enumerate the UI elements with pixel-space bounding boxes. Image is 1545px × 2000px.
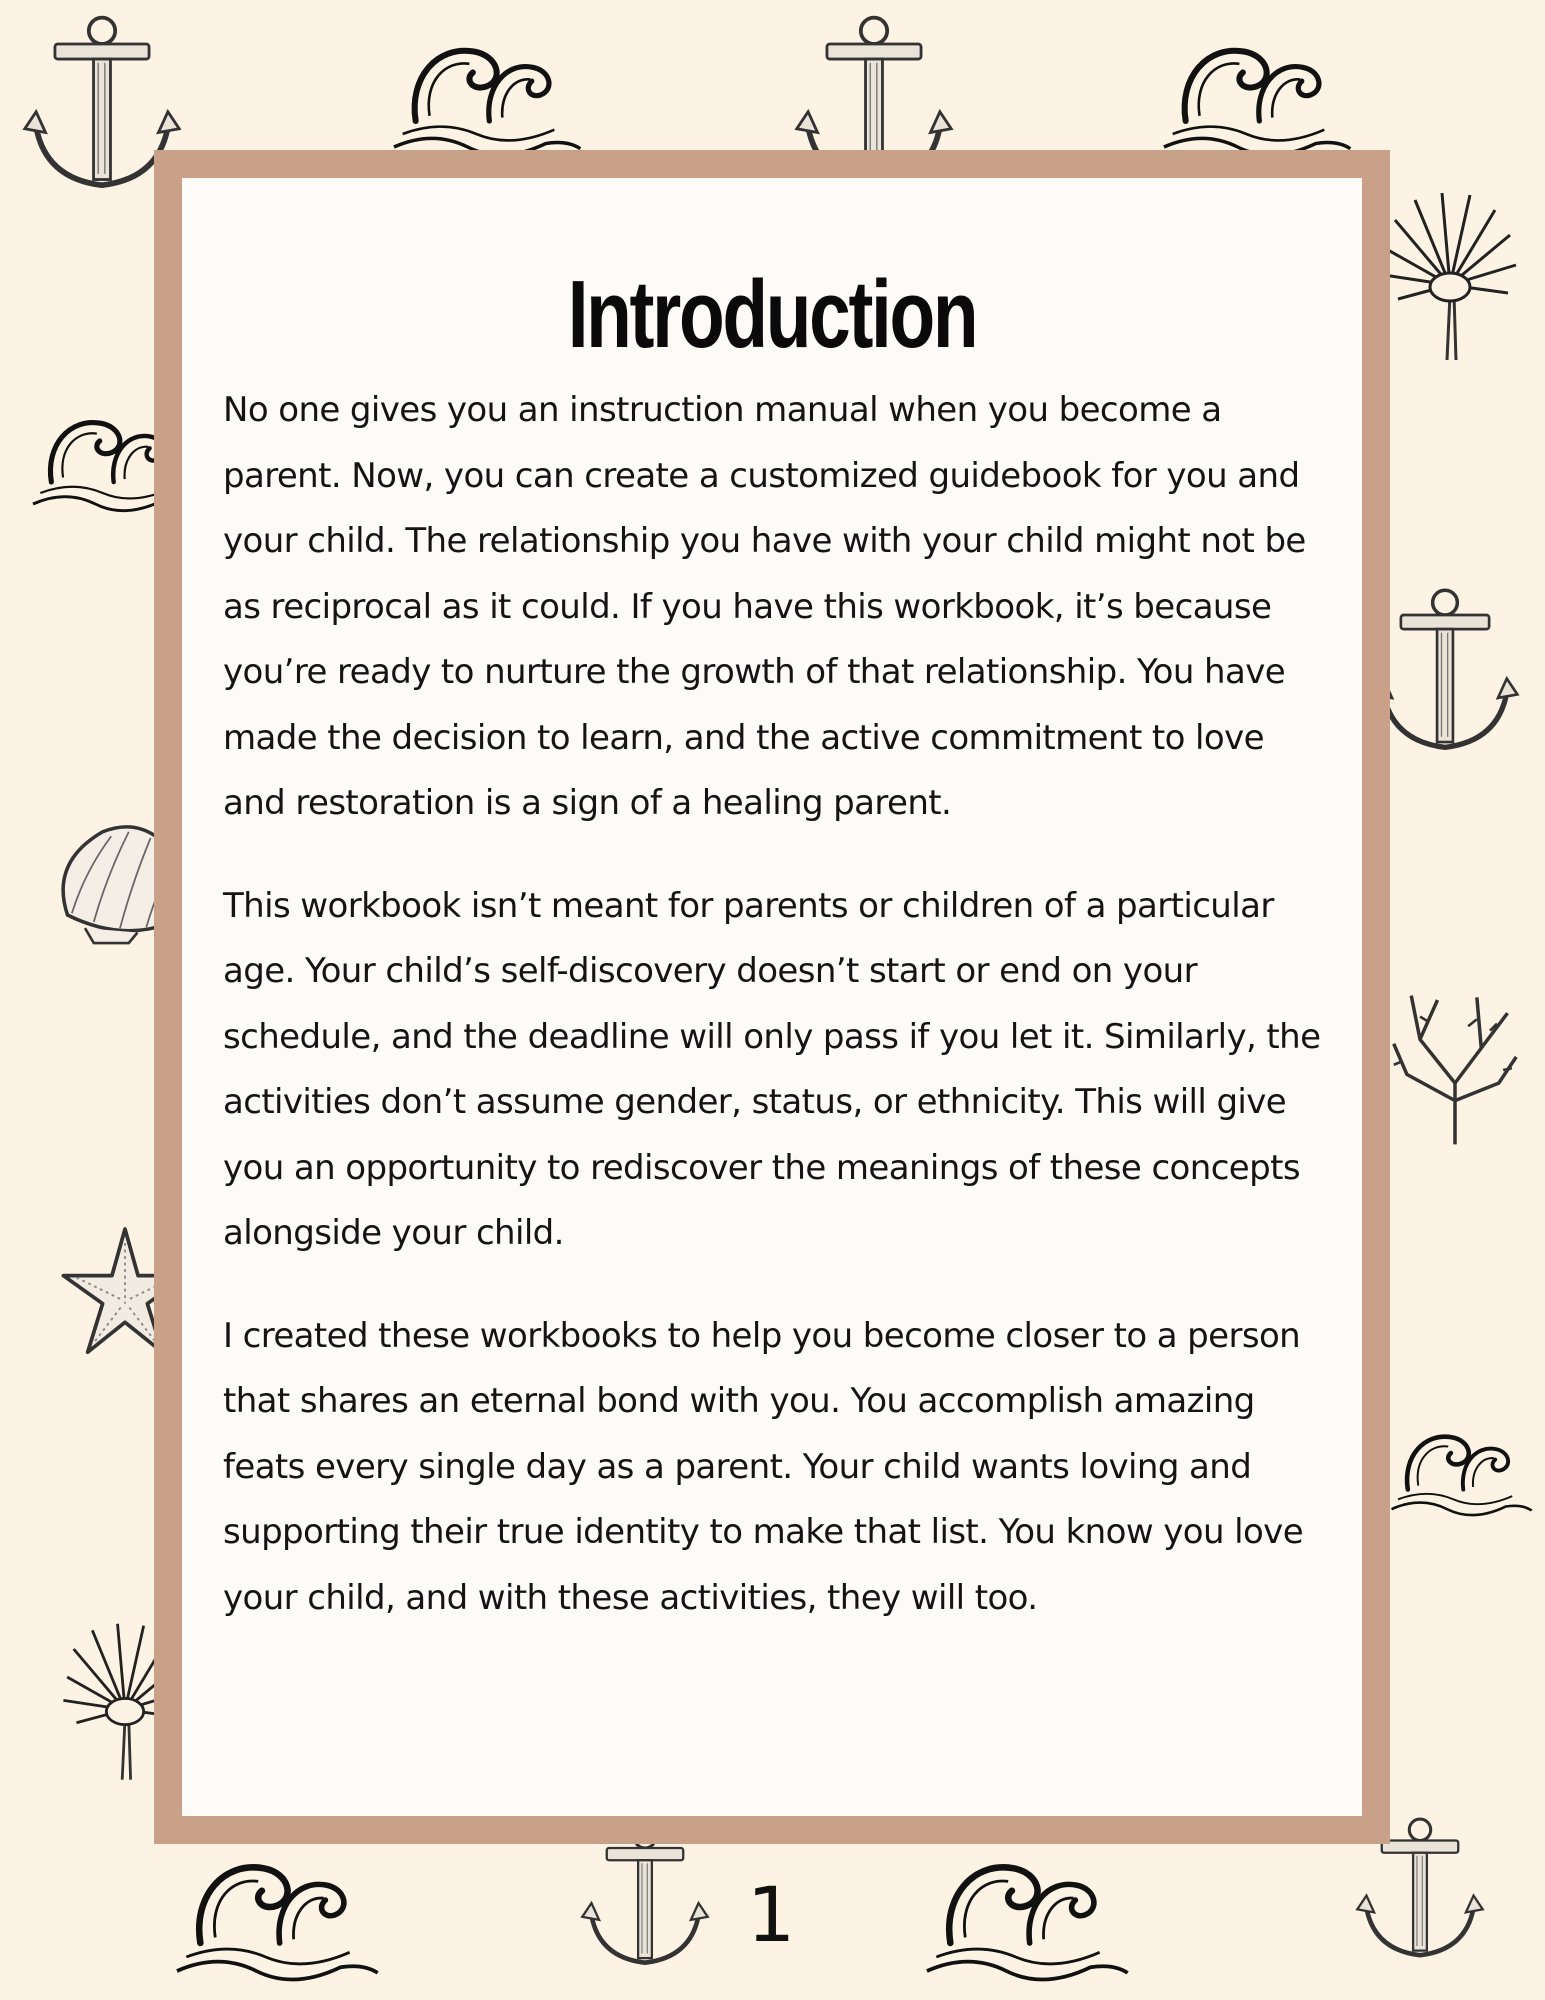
wave-icon xyxy=(910,1845,1140,1985)
wave-icon xyxy=(1140,30,1370,160)
page-title: Introduction xyxy=(567,261,977,368)
paragraph-2: This workbook isn’t meant for parents or children of a particular age. Your child’s self-discovery doesn’t start or end on your schedule, and the deadline will only pass if you let it. Similarly, the activities don’t assume gender, status, or ethnicity. This will give you an opportunity to rediscover the meanings of these concepts alongside your child. xyxy=(223,885,1321,1253)
coral-icon xyxy=(1385,980,1525,1160)
anchor-icon xyxy=(1370,580,1520,770)
page-number: 1 xyxy=(746,1870,796,1959)
paragraph-3: I created these workbooks to help you become closer to a person that shares an eternal bond with you. You accomplish amazing feats every single day as a parent. Your child wants loving and supporting their true identity to make that list. You know you love your child, and with these activities, they will too. xyxy=(223,1315,1304,1618)
wave-icon xyxy=(160,1845,390,1985)
body-text xyxy=(223,378,1328,1668)
wave-icon xyxy=(370,30,600,160)
paragraph-1: No one gives you an instruction manual when you become a parent. Now, you can create a customized guidebook for you and your child. The relationship you have with your child might not be as reciprocal as it could. If you have this workbook, it’s because you’re ready to nurture the growth of that relationship. You have made the decision to learn, and the active commitment to love and restoration is a sign of a healing parent. xyxy=(223,390,1306,823)
wave-icon xyxy=(1385,1420,1535,1520)
content-panel xyxy=(182,178,1362,1816)
sea-anemone-icon xyxy=(1375,185,1525,375)
page-frame xyxy=(154,150,1390,1844)
